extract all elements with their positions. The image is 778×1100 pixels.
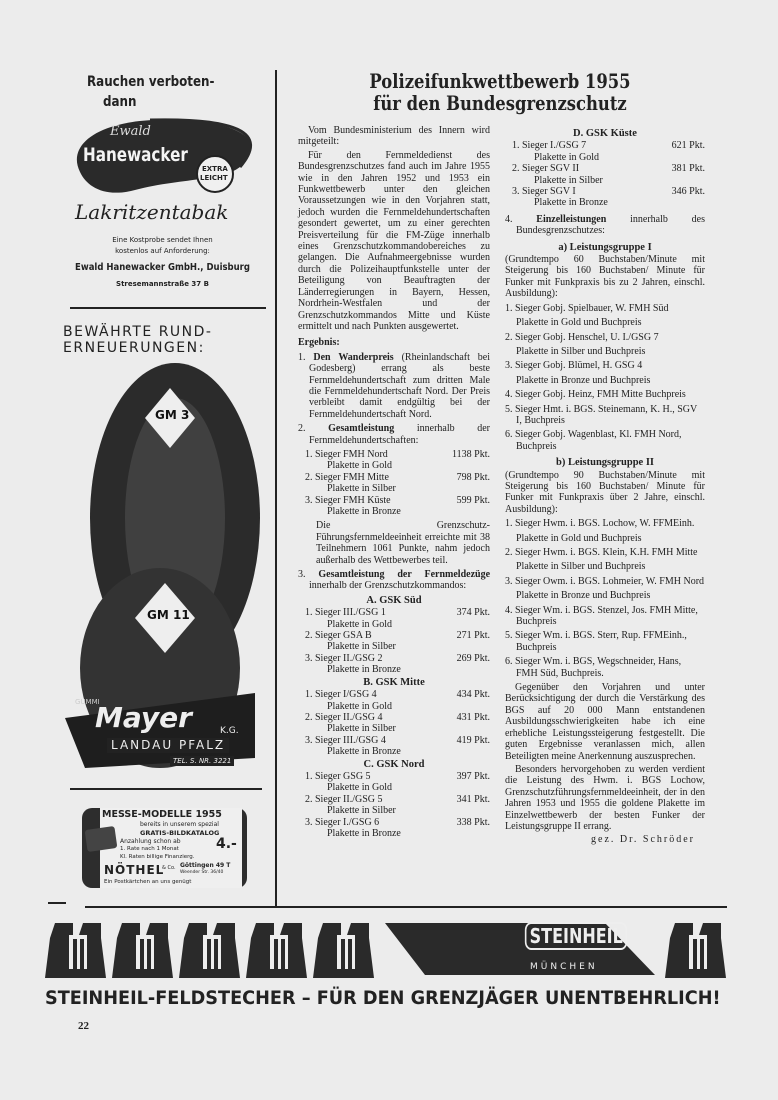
item-text: innerhalb der Fernmeldehundertschaften: — [309, 423, 490, 446]
prize: Plakette in Silber — [327, 641, 396, 653]
mayer-brand: Mayer — [95, 701, 192, 734]
result-item-4 — [505, 214, 705, 237]
item-number: 2. — [298, 423, 306, 435]
winner-row — [298, 712, 490, 723]
tire-label-gm11: GM 11 — [147, 608, 190, 622]
steinheil-slogan: STEINHEIL-FELDSTECHER – FÜR DEN GRENZJÄGER UNENTBEHRLICH! — [45, 987, 721, 1009]
noethel-line: GRATIS-BILDKATALOG — [140, 829, 220, 837]
winner-name: 2. Sieger FMH Mitte — [305, 471, 389, 483]
prize: Plakette in Silber — [327, 483, 396, 495]
noethel-line: 1. Rate nach 1 Monat — [120, 846, 179, 852]
winner-entry: 5. Sieger Wm. i. BGS. Sterr, Rup. FFMEinh., Buchpreis — [505, 630, 687, 653]
paragraph: Gegenüber den Vorjahren und unter Berücksichtigung der durch die Verstärkung des BGS auf 20 000 Mann entstandenen Ausbildungsschwierigkeiten habe ich eine erhebliche Leistungssteigerung festgestellt. Die guten Ergebnisse veranlassen mich, allen Beteiligten meine Anerkennung auszusprechen. — [505, 682, 705, 762]
company-address: Stresemannstraße 37 B — [116, 280, 209, 288]
winner-row — [505, 163, 705, 174]
logo-brand: Hanewacker — [83, 144, 188, 166]
divider — [70, 307, 266, 309]
group-heading: D. GSK Küste — [573, 128, 637, 139]
item-bold: Einzelleistungen — [536, 213, 607, 225]
article-column-1 — [298, 125, 490, 839]
winner-name: 3. Sieger I./GSG 6 — [305, 816, 380, 828]
offer-text: Eine Kostprobe sendet Ihnen — [112, 236, 213, 244]
points: 346 Pkt. — [671, 186, 705, 198]
ad-headline-2: ERNEUERUNGEN: — [63, 340, 205, 356]
tire-label-gm3: GM 3 — [155, 408, 190, 422]
points: 338 Pkt. — [456, 816, 490, 828]
prize: Plakette in Silber und Buchpreis — [516, 345, 646, 357]
winner-row — [298, 817, 490, 828]
points: 269 Pkt. — [456, 652, 490, 664]
winner-row — [298, 689, 490, 700]
paragraph: Für den Fernmeldedienst des Bundesgrenzschutzes fand auch im Jahre 1955 wie in den Jahren 1952 und 1953 ein Funkwettbewerb unter den gleichen Voraussetzungen wie in den Vorjahren statt, jedoch wurden die Fernmeldehundertschaften gesondert gewertet, um zu einer gerechten Preisverteilung für die FM-Züge innerhalb eines Grenzschutzkommandobereiches zu gelangen. Die Aufnahmeergebnisse wurden durch die Polizeihauptfunkstelle unter der Beteiligung von Beauftragten der Länderregierungen in Bayern, Hessen, Nordrhein-Westfalen und der Grenzschutzkommandos Mitte und Küste ermittelt und nach Punkten ausgewertet. — [298, 149, 490, 332]
winner-entry: 2. Sieger Hwm. i. BGS. Klein, K.H. FMH Mitte — [505, 547, 698, 558]
winner-row — [298, 495, 490, 506]
winner-name: 3. Sieger SGV I — [512, 186, 576, 198]
prize: Plakette in Silber — [534, 174, 603, 186]
noethel-footer: Ein Postkärtchen an uns genügt — [104, 879, 192, 885]
noethel-street: Weender Str. 36/40 — [180, 870, 224, 875]
winner-entry: 3. Sieger Gobj. Blümel, H. GSG 4 — [505, 360, 643, 372]
winner-row — [298, 794, 490, 805]
column-divider — [275, 70, 277, 908]
product-script: Lakritzentabak — [75, 200, 229, 224]
company-name: Ewald Hanewacker GmbH., Duisburg — [75, 262, 250, 273]
binoculars-icon — [45, 923, 106, 978]
winner-name: 2. Sieger II./GSG 5 — [305, 793, 383, 805]
divider — [85, 906, 727, 908]
winner-name: 1. Sieger GSG 5 — [305, 770, 371, 782]
binoculars-icon — [246, 923, 307, 978]
noethel-title: MESSE-MODELLE 1955 — [102, 809, 222, 820]
ad-headline: Rauchen verboten- — [87, 74, 215, 90]
prize: Plakette in Silber — [327, 723, 396, 735]
ad-headline: BEWÄHRTE RUND- — [63, 324, 213, 340]
prize: Plakette in Bronze und Buchpreis — [516, 374, 651, 386]
winner-name: 2. Sieger SGV II — [512, 163, 580, 175]
badge-leicht: LEICHT — [200, 174, 228, 182]
title-line-1: Polizeifunkwettbewerb 1955 — [369, 69, 631, 93]
item-bold: Gesamtleistung — [328, 423, 395, 435]
typewriter-icon — [85, 826, 118, 852]
points: 434 Pkt. — [456, 689, 490, 701]
steinheil-city: MÜNCHEN — [530, 962, 598, 972]
paragraph: Besonders hervorgehoben zu werden verdient die Leistung des Hwm. i. BGS Lochow, Grenzschutzführungsfernmeldeeinheit, der in den Jahren 1953 und 1955 die goldene Plakette im Einzelwettbewerb der besten Funker der Leistungsgruppe II errang. — [505, 763, 705, 832]
section-heading: Ergebnis: — [298, 337, 340, 349]
prize: Plakette in Silber — [327, 805, 396, 817]
prize: Plakette in Gold — [327, 782, 392, 794]
mayer-city: LANDAU PFALZ — [107, 738, 229, 753]
prize: Plakette in Gold — [327, 618, 392, 630]
prize: Plakette in Bronze — [327, 827, 401, 839]
noethel-line: Kl. Raten billige Finanzierg. — [120, 854, 195, 860]
mayer-kg: K.G. — [220, 726, 239, 736]
prize: Plakette in Gold — [327, 700, 392, 712]
winner-row — [505, 186, 705, 197]
prize: Plakette in Bronze — [327, 506, 401, 517]
winner-name: 1. Sieger I/GSG 4 — [305, 689, 377, 701]
points: 431 Pkt. — [456, 711, 490, 723]
ad-headline-2: dann — [103, 94, 137, 110]
paragraph: (Grundtempo 60 Buchstaben/Minute mit Steigerung bis 160 Buchstaben/ Minute für Funker mit Funkpraxis bis zu 2 Jahren, einschl. Ausbildung): — [505, 254, 705, 300]
winner-name: 2. Sieger II./GSG 4 — [305, 711, 383, 723]
offer-text-2: kostenlos auf Anforderung: — [115, 247, 210, 255]
winner-entry: 5. Sieger Hmt. i. BGS. Steinemann, K. H., SGV I, Buchpreis — [505, 403, 698, 426]
points: 599 Pkt. — [456, 494, 490, 506]
winner-row — [298, 735, 490, 746]
winner-row — [298, 472, 490, 483]
winner-entry: 1. Sieger Hwm. i. BGS. Lochow, W. FFMEinh. — [505, 518, 695, 530]
group-heading: B. GSK Mitte — [363, 676, 425, 688]
winner-entry: 4. Sieger Wm. i. BGS. Stenzel, Jos. FMH Mitte, Buchpreis — [505, 604, 698, 628]
title-line-2: für den Bundesgrenzschutz — [373, 91, 627, 115]
points: 271 Pkt. — [456, 630, 490, 642]
item-text: innerhalb der Grenzschutzkommandos: — [309, 580, 467, 592]
winner-row — [298, 607, 490, 618]
winner-entry: 6. Sieger Wm. i. BGS, Wegschneider, Hans, FMH Süd, Buchpreis. — [505, 656, 682, 679]
ad-noethel — [82, 808, 247, 888]
subsection-heading: a) Leistungsgruppe I — [558, 241, 652, 253]
group-heading: A. GSK Süd — [366, 594, 422, 606]
page-number: 22 — [78, 1020, 89, 1032]
item-text: (Rheinlandschaft bei Godesberg) errang als beste Fernmeldehundertschaft zum dritten Male die Fernmeldehundertschaft Nord. Der Preis verbleibt damit endgültig bei der Fernmeldehundertschaft Nord. — [309, 351, 491, 420]
winner-name: 2. Sieger GSA B — [305, 630, 372, 642]
winner-name: 1. Sieger FMH Nord — [305, 448, 388, 460]
binoculars-icon — [313, 923, 374, 978]
divider — [70, 788, 262, 790]
noethel-brand: NÖTHEL — [104, 863, 165, 877]
winner-entry: 4. Sieger Gobj. Heinz, FMH Mitte Buchpreis — [505, 389, 686, 401]
prize: Plakette in Gold und Buchpreis — [516, 317, 642, 329]
binoculars-icon — [665, 923, 726, 978]
item-number: 1. — [298, 351, 306, 363]
steinheil-logo: STEINHEIL — [525, 922, 628, 950]
divider — [48, 902, 66, 904]
paragraph: (Grundtempo 90 Buchstaben/Minute mit Steigerung bis 160 Buchstaben/ Minute für Funker mit Funkpraxis über 2 Jahre, einschl. Ausbildung): — [505, 469, 705, 515]
result-item-3 — [298, 569, 490, 592]
result-item-1 — [298, 352, 490, 420]
winner-name: 3. Sieger III./GSG 4 — [305, 734, 386, 746]
item-number: 4. — [505, 213, 513, 225]
item-text: innerhalb des Bundesgrenzschutzes: — [516, 213, 705, 237]
binoculars-icon — [179, 923, 240, 978]
winner-entry: 2. Sieger Gobj. Henschel, U. I./GSG 7 — [505, 331, 659, 343]
winner-row — [298, 449, 490, 460]
paragraph: Vom Bundesministerium des Innern wird mitgeteilt: — [298, 125, 490, 148]
prize: Plakette in Gold — [327, 460, 392, 472]
noethel-co: & Co. — [162, 865, 176, 871]
subsection-heading: b) Leistungsgruppe II — [555, 457, 655, 469]
signature: gez. Dr. Schröder — [591, 834, 695, 846]
winner-row — [298, 771, 490, 782]
winner-entry: 1. Sieger Gobj. Spielbauer, W. FMH Süd — [505, 302, 669, 314]
prize: Plakette in Gold und Buchpreis — [516, 532, 642, 544]
prize: Plakette in Bronze — [327, 746, 401, 758]
winner-row — [298, 653, 490, 664]
noethel-line: bereits in unserem spezial — [140, 821, 219, 828]
prize: Plakette in Silber und Buchpreis — [516, 561, 646, 573]
points: 798 Pkt. — [456, 471, 490, 483]
ad-mayer — [55, 318, 270, 773]
points: 341 Pkt. — [456, 793, 490, 805]
item-bold: Gesamtleistung der Fernmeldezüge — [318, 569, 491, 581]
winner-row — [298, 630, 490, 641]
badge-extra: EXTRA — [202, 165, 228, 173]
gummi-label: GUMMI — [75, 698, 100, 706]
binoculars-icon — [112, 923, 173, 978]
prize: Plakette in Bronze und Buchpreis — [516, 590, 651, 602]
article-column-2 — [505, 127, 705, 846]
points: 419 Pkt. — [456, 734, 490, 746]
item-number: 3. — [298, 569, 306, 581]
paragraph: Die Grenzschutz-Führungsfernmeldeeinheit erreichte mit 38 Teilnehmern 1061 Punkte, nahm jedoch außerhalb des Wettbewerbes teil. — [316, 520, 490, 566]
points: 374 Pkt. — [456, 607, 490, 619]
noethel-line: Anzahlung schon ab — [120, 838, 181, 845]
noethel-city: Göttingen 49 T — [180, 862, 231, 869]
article-title — [336, 70, 664, 114]
mayer-phone: TEL. S. NR. 3221 — [170, 756, 234, 766]
winner-row — [505, 140, 705, 151]
winner-entry: 3. Sieger Owm. i. BGS. Lohmeier, W. FMH Nord — [505, 575, 705, 587]
prize: Plakette in Gold — [534, 151, 599, 163]
item-bold: Den Wanderpreis — [313, 351, 394, 363]
binoculars-banner — [45, 913, 735, 983]
points: 381 Pkt. — [671, 163, 705, 175]
winner-name: 3. Sieger FMH Küste — [305, 494, 391, 506]
points: 1138 Pkt. — [452, 448, 490, 460]
noethel-price: 4.- — [216, 836, 237, 852]
ad-hanewacker — [55, 72, 270, 312]
points: 397 Pkt. — [456, 770, 490, 782]
winner-name: 3. Sieger II./GSG 2 — [305, 652, 383, 664]
group-heading: C. GSK Nord — [363, 758, 425, 770]
winner-name: 1. Sieger I./GSG 7 — [512, 140, 587, 152]
points: 621 Pkt. — [671, 140, 705, 152]
prize: Plakette in Bronze — [327, 664, 401, 676]
winner-name: 1. Sieger III./GSG 1 — [305, 607, 386, 619]
result-item-2 — [298, 423, 490, 446]
winner-entry: 6. Sieger Gobj. Wagenblast, Kl. FMH Nord, Buchpreis — [505, 429, 682, 452]
prize: Plakette in Bronze — [534, 197, 608, 209]
logo-script-ewald: Ewald — [110, 124, 151, 139]
